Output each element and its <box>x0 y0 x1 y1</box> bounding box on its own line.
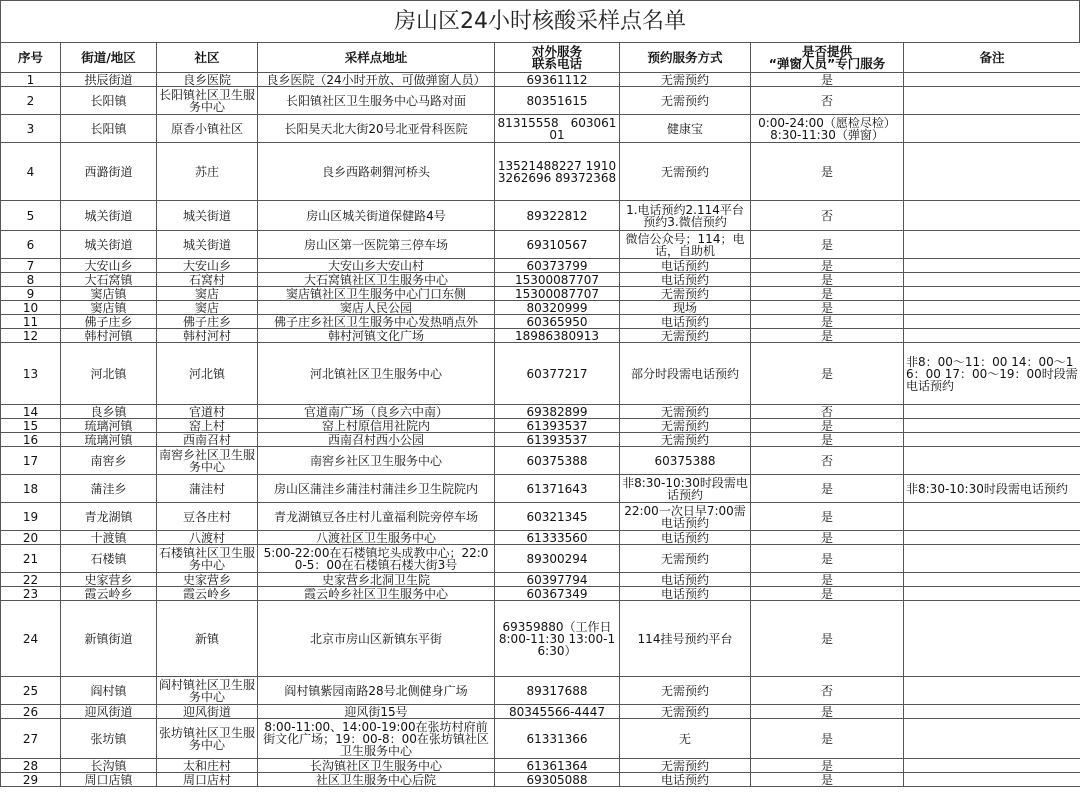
cell-phone: 69382899 <box>495 405 620 419</box>
cell-no: 11 <box>1 315 61 329</box>
cell-remark <box>904 143 1080 201</box>
cell-booking: 60375388 <box>620 447 751 475</box>
cell-special: 否 <box>751 677 904 705</box>
cell-remark <box>904 531 1080 545</box>
table-row <box>1 343 1080 405</box>
cell-community: 城关街道 <box>157 201 258 231</box>
cell-special: 是 <box>751 273 904 287</box>
cell-booking: 无需预约 <box>620 759 751 773</box>
cell-special: 是 <box>751 287 904 301</box>
cell-street: 城关街道 <box>61 201 157 231</box>
cell-community: 城关街道 <box>157 231 258 259</box>
header-booking: 预约服务方式 <box>620 43 751 73</box>
cell-remark <box>904 73 1080 87</box>
cell-street: 张坊镇 <box>61 719 157 759</box>
cell-no: 7 <box>1 259 61 273</box>
cell-remark <box>904 315 1080 329</box>
cell-address: 房山区城关街道保健路4号 <box>258 201 495 231</box>
cell-special: 是 <box>751 143 904 201</box>
cell-community: 河北镇 <box>157 343 258 405</box>
cell-address: 房山区蒲洼乡蒲洼村蒲洼乡卫生院院内 <box>258 475 495 503</box>
cell-community: 原香小镇社区 <box>157 115 258 143</box>
sampling-sites-table <box>0 42 1080 787</box>
cell-community: 良乡医院 <box>157 73 258 87</box>
cell-address: 窦店镇社区卫生服务中心门口东侧 <box>258 287 495 301</box>
cell-special: 是 <box>751 601 904 677</box>
cell-special: 否 <box>751 405 904 419</box>
cell-address: 官道南广场（良乡六中南） <box>258 405 495 419</box>
cell-special: 是 <box>751 315 904 329</box>
cell-booking: 部分时段需电话预约 <box>620 343 751 405</box>
cell-street: 史家营乡 <box>61 573 157 587</box>
cell-no: 10 <box>1 301 61 315</box>
cell-no: 23 <box>1 587 61 601</box>
cell-street: 阎村镇 <box>61 677 157 705</box>
cell-remark <box>904 329 1080 343</box>
cell-street: 大安山乡 <box>61 259 157 273</box>
cell-phone: 80345566-4447 <box>495 705 620 719</box>
cell-special: 否 <box>751 447 904 475</box>
cell-community: 苏庄 <box>157 143 258 201</box>
cell-address: 佛子庄乡社区卫生服务中心发热哨点外 <box>258 315 495 329</box>
cell-special: 是 <box>751 343 904 405</box>
cell-special: 0:00-24:00（愿检尽检）8:30-11:30（弹窗） <box>751 115 904 143</box>
cell-phone: 81315558 60306101 <box>495 115 620 143</box>
table-body <box>1 73 1080 787</box>
cell-remark <box>904 201 1080 231</box>
cell-no: 14 <box>1 405 61 419</box>
cell-phone: 60321345 <box>495 503 620 531</box>
cell-address: 5:00-22:00在石楼镇坨头成教中心；22:00-5：00在石楼镇石楼大街3号 <box>258 545 495 573</box>
cell-phone: 69361112 <box>495 73 620 87</box>
cell-remark <box>904 419 1080 433</box>
table-row <box>1 73 1080 87</box>
cell-no: 27 <box>1 719 61 759</box>
table-row <box>1 705 1080 719</box>
cell-street: 韩村河镇 <box>61 329 157 343</box>
cell-no: 20 <box>1 531 61 545</box>
cell-phone: 61393537 <box>495 433 620 447</box>
cell-booking: 电话预约 <box>620 315 751 329</box>
cell-special: 否 <box>751 87 904 115</box>
table-row <box>1 531 1080 545</box>
cell-remark <box>904 601 1080 677</box>
cell-booking: 无需预约 <box>620 329 751 343</box>
cell-remark <box>904 259 1080 273</box>
cell-booking: 现场 <box>620 301 751 315</box>
cell-phone: 13521488227 19103262696 89372368 <box>495 143 620 201</box>
cell-street: 蒲洼乡 <box>61 475 157 503</box>
cell-address: 房山区第一医院第三停车场 <box>258 231 495 259</box>
cell-no: 15 <box>1 419 61 433</box>
cell-special: 是 <box>751 259 904 273</box>
cell-phone: 69305088 <box>495 773 620 787</box>
cell-no: 25 <box>1 677 61 705</box>
cell-phone: 69359880（工作日8:00-11:30 13:00-16:30） <box>495 601 620 677</box>
cell-phone: 89317688 <box>495 677 620 705</box>
cell-community: 新镇 <box>157 601 258 677</box>
cell-address: 韩村河镇文化广场 <box>258 329 495 343</box>
cell-phone: 89300294 <box>495 545 620 573</box>
header-special <box>751 43 904 73</box>
cell-address: 长阳昊天北大街20号北亚骨科医院 <box>258 115 495 143</box>
cell-remark <box>904 573 1080 587</box>
table-row <box>1 677 1080 705</box>
cell-phone: 80351615 <box>495 87 620 115</box>
table-row <box>1 773 1080 787</box>
cell-community: 霞云岭乡 <box>157 587 258 601</box>
cell-remark <box>904 719 1080 759</box>
cell-street: 琉璃河镇 <box>61 419 157 433</box>
table-row <box>1 287 1080 301</box>
cell-no: 1 <box>1 73 61 87</box>
sheet-title: 房山区24小时核酸采样点名单 <box>0 0 1080 42</box>
table-row <box>1 503 1080 531</box>
cell-phone: 60377217 <box>495 343 620 405</box>
cell-address: 青龙湖镇豆各庄村儿童福利院旁停车场 <box>258 503 495 531</box>
cell-address: 大石窝镇社区卫生服务中心 <box>258 273 495 287</box>
cell-remark: 非8:30-10:30时段需电话预约 <box>904 475 1080 503</box>
cell-booking: 无需预约 <box>620 143 751 201</box>
cell-community: 蒲洼村 <box>157 475 258 503</box>
cell-phone: 61393537 <box>495 419 620 433</box>
table-row <box>1 231 1080 259</box>
header-phone-line2: 联系电话 <box>531 55 582 71</box>
cell-no: 5 <box>1 201 61 231</box>
cell-phone: 89322812 <box>495 201 620 231</box>
cell-remark <box>904 545 1080 573</box>
cell-remark <box>904 301 1080 315</box>
cell-no: 17 <box>1 447 61 475</box>
cell-community: 阎村镇社区卫生服务中心 <box>157 677 258 705</box>
cell-community: 周口店村 <box>157 773 258 787</box>
table-row <box>1 587 1080 601</box>
cell-address: 社区卫生服务中心后院 <box>258 773 495 787</box>
cell-no: 3 <box>1 115 61 143</box>
cell-street: 城关街道 <box>61 231 157 259</box>
cell-no: 4 <box>1 143 61 201</box>
cell-remark <box>904 231 1080 259</box>
cell-street: 长沟镇 <box>61 759 157 773</box>
cell-remark <box>904 677 1080 705</box>
cell-address: 史家营乡北洞卫生院 <box>258 573 495 587</box>
cell-no: 19 <box>1 503 61 531</box>
cell-no: 9 <box>1 287 61 301</box>
cell-remark <box>904 759 1080 773</box>
header-phone-line1: 对外服务 <box>531 43 582 59</box>
cell-no: 26 <box>1 705 61 719</box>
cell-community: 史家营乡 <box>157 573 258 587</box>
cell-remark <box>904 773 1080 787</box>
cell-phone: 15300087707 <box>495 287 620 301</box>
cell-special: 是 <box>751 301 904 315</box>
cell-address: 良乡西路刺猬河桥头 <box>258 143 495 201</box>
cell-street: 窦店镇 <box>61 301 157 315</box>
cell-community: 韩村河村 <box>157 329 258 343</box>
cell-booking: 电话预约 <box>620 259 751 273</box>
cell-special: 是 <box>751 705 904 719</box>
cell-phone: 69310567 <box>495 231 620 259</box>
cell-phone: 61361364 <box>495 759 620 773</box>
cell-special: 是 <box>751 503 904 531</box>
table-row <box>1 447 1080 475</box>
table-row <box>1 115 1080 143</box>
cell-community: 豆各庄村 <box>157 503 258 531</box>
cell-address: 八渡社区卫生服务中心 <box>258 531 495 545</box>
header-special-line2: “弹窗人员”专门服务 <box>768 55 886 71</box>
cell-remark <box>904 587 1080 601</box>
cell-special: 是 <box>751 329 904 343</box>
cell-address: 大安山乡大安山村 <box>258 259 495 273</box>
cell-community: 窦店 <box>157 301 258 315</box>
cell-community: 窦店 <box>157 287 258 301</box>
cell-booking: 电话预约 <box>620 773 751 787</box>
cell-remark <box>904 87 1080 115</box>
cell-phone: 60365950 <box>495 315 620 329</box>
cell-booking: 健康宝 <box>620 115 751 143</box>
cell-special: 是 <box>751 475 904 503</box>
header-remark: 备注 <box>904 43 1080 73</box>
cell-special: 是 <box>751 773 904 787</box>
cell-special: 是 <box>751 719 904 759</box>
cell-address: 良乡医院（24小时开放、可做弹窗人员） <box>258 73 495 87</box>
cell-no: 16 <box>1 433 61 447</box>
cell-booking: 无 <box>620 719 751 759</box>
cell-no: 13 <box>1 343 61 405</box>
table-row <box>1 259 1080 273</box>
table-row <box>1 601 1080 677</box>
table-row <box>1 433 1080 447</box>
header-special-line1: 是否提供 <box>801 43 852 59</box>
cell-phone: 61333560 <box>495 531 620 545</box>
cell-street: 青龙湖镇 <box>61 503 157 531</box>
cell-street: 琉璃河镇 <box>61 433 157 447</box>
cell-remark: 非8：00～11：00 14：00～16：00 17：00～19：00时段需电话预约 <box>904 343 1080 405</box>
cell-remark <box>904 433 1080 447</box>
cell-address: 南窖乡社区卫生服务中心 <box>258 447 495 475</box>
cell-special: 是 <box>751 531 904 545</box>
cell-address: 长沟镇社区卫生服务中心 <box>258 759 495 773</box>
cell-special: 是 <box>751 759 904 773</box>
table-row <box>1 759 1080 773</box>
cell-address: 河北镇社区卫生服务中心 <box>258 343 495 405</box>
cell-street: 南窖乡 <box>61 447 157 475</box>
cell-booking: 无需预约 <box>620 419 751 433</box>
cell-booking: 无需预约 <box>620 87 751 115</box>
cell-address: 迎风街15号 <box>258 705 495 719</box>
cell-remark <box>904 115 1080 143</box>
table-row <box>1 475 1080 503</box>
cell-special: 否 <box>751 201 904 231</box>
cell-street: 拱辰街道 <box>61 73 157 87</box>
cell-special: 是 <box>751 231 904 259</box>
header-phone <box>495 43 620 73</box>
cell-street: 河北镇 <box>61 343 157 405</box>
table-row <box>1 719 1080 759</box>
table-row <box>1 329 1080 343</box>
cell-phone: 80320999 <box>495 301 620 315</box>
cell-community: 太和庄村 <box>157 759 258 773</box>
cell-community: 迎风街道 <box>157 705 258 719</box>
cell-address: 窦店人民公园 <box>258 301 495 315</box>
cell-remark <box>904 705 1080 719</box>
cell-community: 佛子庄乡 <box>157 315 258 329</box>
cell-street: 窦店镇 <box>61 287 157 301</box>
cell-special: 是 <box>751 73 904 87</box>
cell-booking: 无需预约 <box>620 705 751 719</box>
cell-booking: 无需预约 <box>620 677 751 705</box>
cell-remark <box>904 447 1080 475</box>
header-community: 社区 <box>157 43 258 73</box>
header-row <box>1 43 1080 73</box>
cell-booking: 电话预约 <box>620 531 751 545</box>
cell-address: 霞云岭乡社区卫生服务中心 <box>258 587 495 601</box>
table-row <box>1 419 1080 433</box>
cell-no: 22 <box>1 573 61 587</box>
cell-no: 2 <box>1 87 61 115</box>
cell-booking: 1.电话预约2.114平台预约3.微信预约 <box>620 201 751 231</box>
cell-community: 石楼镇社区卫生服务中心 <box>157 545 258 573</box>
table-row <box>1 405 1080 419</box>
cell-street: 西潞街道 <box>61 143 157 201</box>
cell-no: 6 <box>1 231 61 259</box>
cell-street: 长阳镇 <box>61 115 157 143</box>
cell-street: 石楼镇 <box>61 545 157 573</box>
cell-remark <box>904 405 1080 419</box>
cell-community: 官道村 <box>157 405 258 419</box>
table-row <box>1 143 1080 201</box>
cell-booking: 无需预约 <box>620 405 751 419</box>
cell-booking: 无需预约 <box>620 73 751 87</box>
cell-booking: 无需预约 <box>620 545 751 573</box>
cell-phone: 61371643 <box>495 475 620 503</box>
cell-special: 是 <box>751 587 904 601</box>
table-row <box>1 573 1080 587</box>
cell-address: 阎村镇紫园南路28号北侧健身广场 <box>258 677 495 705</box>
table-row <box>1 201 1080 231</box>
cell-special: 是 <box>751 419 904 433</box>
cell-booking: 22:00一次日早7:00需电话预约 <box>620 503 751 531</box>
header-no: 序号 <box>1 43 61 73</box>
cell-no: 29 <box>1 773 61 787</box>
cell-street: 长阳镇 <box>61 87 157 115</box>
table-row <box>1 301 1080 315</box>
cell-street: 霞云岭乡 <box>61 587 157 601</box>
cell-address: 北京市房山区新镇东平街 <box>258 601 495 677</box>
cell-remark <box>904 287 1080 301</box>
cell-address: 8:00-11:00、14:00-19:00在张坊村府前街文化广场；19：00-8：00在张坊镇社区卫生服务中心 <box>258 719 495 759</box>
cell-special: 是 <box>751 433 904 447</box>
cell-phone: 60367349 <box>495 587 620 601</box>
cell-phone: 61331366 <box>495 719 620 759</box>
cell-phone: 60373799 <box>495 259 620 273</box>
cell-community: 西南召村 <box>157 433 258 447</box>
cell-community: 石窝村 <box>157 273 258 287</box>
cell-street: 周口店镇 <box>61 773 157 787</box>
cell-booking: 非8:30-10:30时段需电话预约 <box>620 475 751 503</box>
cell-booking: 微信公众号；114；电话，自助机 <box>620 231 751 259</box>
cell-booking: 电话预约 <box>620 587 751 601</box>
table-row <box>1 273 1080 287</box>
cell-street: 大石窝镇 <box>61 273 157 287</box>
cell-phone: 18986380913 <box>495 329 620 343</box>
cell-street: 十渡镇 <box>61 531 157 545</box>
cell-community: 窑上村 <box>157 419 258 433</box>
cell-special: 是 <box>751 573 904 587</box>
cell-booking: 无需预约 <box>620 433 751 447</box>
cell-no: 18 <box>1 475 61 503</box>
header-address: 采样点地址 <box>258 43 495 73</box>
cell-street: 良乡镇 <box>61 405 157 419</box>
cell-community: 八渡村 <box>157 531 258 545</box>
cell-phone: 60375388 <box>495 447 620 475</box>
cell-special: 是 <box>751 545 904 573</box>
cell-booking: 无需预约 <box>620 287 751 301</box>
cell-community: 南窖乡社区卫生服务中心 <box>157 447 258 475</box>
cell-street: 迎风街道 <box>61 705 157 719</box>
cell-address: 窑上村原信用社院内 <box>258 419 495 433</box>
cell-street: 新镇街道 <box>61 601 157 677</box>
cell-no: 28 <box>1 759 61 773</box>
cell-no: 21 <box>1 545 61 573</box>
header-street: 街道/地区 <box>61 43 157 73</box>
cell-address: 长阳镇社区卫生服务中心马路对面 <box>258 87 495 115</box>
table-row <box>1 545 1080 573</box>
cell-booking: 电话预约 <box>620 573 751 587</box>
cell-phone: 15300087707 <box>495 273 620 287</box>
cell-remark <box>904 273 1080 287</box>
cell-community: 大安山乡 <box>157 259 258 273</box>
cell-address: 西南召村西小公园 <box>258 433 495 447</box>
table-row <box>1 315 1080 329</box>
cell-community: 张坊镇社区卫生服务中心 <box>157 719 258 759</box>
cell-street: 佛子庄乡 <box>61 315 157 329</box>
table-row <box>1 87 1080 115</box>
cell-community: 长阳镇社区卫生服务中心 <box>157 87 258 115</box>
cell-remark <box>904 503 1080 531</box>
cell-no: 8 <box>1 273 61 287</box>
cell-no: 12 <box>1 329 61 343</box>
cell-no: 24 <box>1 601 61 677</box>
cell-booking: 电话预约 <box>620 273 751 287</box>
cell-phone: 60397794 <box>495 573 620 587</box>
cell-booking: 114挂号预约平台 <box>620 601 751 677</box>
